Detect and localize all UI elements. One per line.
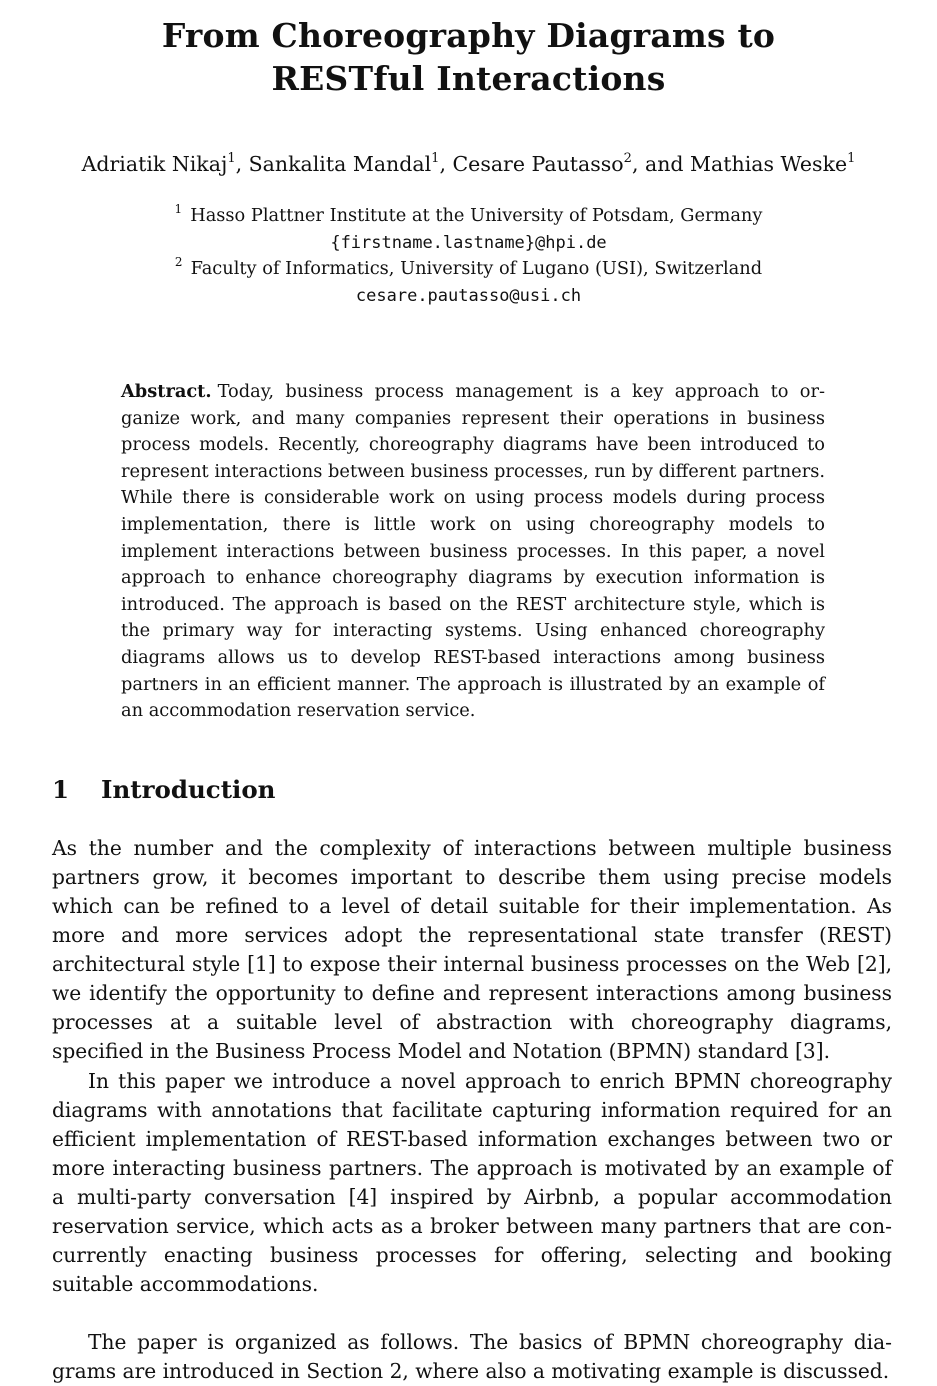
author-name: Adriatik Nikaj	[81, 152, 228, 176]
affiliation-email: {firstname.lastname}@hpi.de	[330, 232, 607, 253]
section-number: 1	[52, 775, 70, 804]
paper-title	[0, 14, 937, 100]
affiliation-number: 1	[174, 202, 183, 216]
author-name: Mathias Weske	[690, 152, 848, 176]
affiliation-number: 2	[174, 255, 183, 269]
affiliation-email: cesare.pautasso@usi.ch	[355, 285, 582, 306]
author-affiliation-mark: 1	[847, 151, 856, 166]
author-separator: ,	[439, 152, 453, 176]
author-affiliation-mark: 1	[431, 151, 440, 166]
affiliation-institution	[0, 203, 937, 230]
abstract	[121, 379, 825, 725]
paragraph-text: The paper is organized as follows. The basics of BPMN choreography diagrams are introduced in Section 2, where also a motivating example is discussed.	[52, 1330, 892, 1383]
title-line-1: From Choreography Diagrams to	[161, 16, 776, 55]
abstract-label: Abstract.	[121, 381, 212, 402]
affiliation-institution-text: Hasso Plattner Institute at the University of Potsdam, Germany	[190, 205, 763, 226]
body-paragraph	[52, 1067, 892, 1299]
author-name: Sankalita Mandal	[248, 152, 432, 176]
affiliation-institution	[0, 256, 937, 283]
abstract-text: Today, business process management is a key approach to organize work, and many companies represent their operations in business process models. Recently, choreography diagrams have been introduced to represent interactions between business processes, run by different partners. While there is considerable work on using process models during process implementation, there is little work on using choreography models to implement interactions between business processes. In this paper, a novel approach to enhance choreography diagrams by execution information is introduced. The approach is based on the REST architecture style, which is the primary way for interacting systems. Using enhanced choreography diagrams allows us to develop REST-based interactions among business partners in an efficient manner. The approach is illustrated by an example of an accommodation reservation service.	[121, 381, 825, 722]
author-affiliation-mark: 2	[623, 151, 632, 166]
title-line-2: RESTful Interactions	[271, 59, 666, 98]
section-title: Introduction	[101, 775, 276, 804]
affiliation-institution-text: Faculty of Informatics, University of Lugano (USI), Switzerland	[190, 258, 763, 279]
paragraph-text: In this paper we introduce a novel approach to enrich BPMN choreography diagrams with annotations that facilitate capturing information required for an efficient implementation of REST-based information exchanges between two or more interacting business partners. The approach is motivated by an example of a multi-party conversation [4] inspired by Airbnb, a popular accommodation reservation service, which acts as a broker between many partners that are concurrently enacting business processes for offering, selecting and booking suitable accommodations.	[52, 1069, 892, 1296]
body-paragraph	[52, 834, 892, 1066]
affiliation-list	[0, 203, 937, 309]
author-separator: , and	[631, 152, 691, 176]
body-paragraph	[52, 1328, 892, 1386]
author-name: Cesare Pautasso	[452, 152, 624, 176]
section-heading	[52, 773, 275, 807]
author-list	[0, 150, 937, 178]
paragraph-text: As the number and the complexity of interactions between multiple business partners grow, it becomes important to describe them using precise models which can be refined to a level of detail suitable for their implementation. As more and more services adopt the representational state transfer (REST) architectural style [1] to expose their internal business processes on the Web [2], we identify the opportunity to define and represent interactions among business processes at a suitable level of abstraction with choreography diagrams, specified in the Business Process Model and Notation (BPMN) standard [3].	[52, 836, 892, 1063]
author-separator: ,	[235, 152, 249, 176]
author-affiliation-mark: 1	[227, 151, 236, 166]
